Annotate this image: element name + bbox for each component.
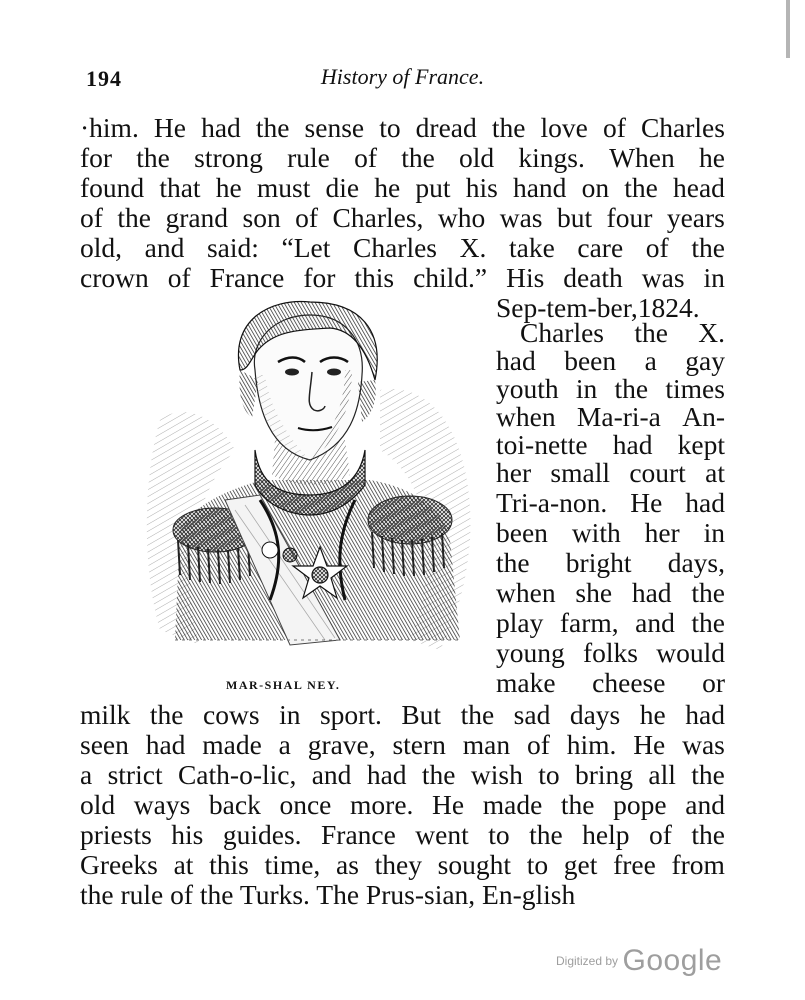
page-edge-mark — [786, 0, 790, 58]
text-line — [80, 730, 725, 760]
text-line — [496, 402, 725, 432]
word: the — [691, 607, 725, 638]
word: that — [159, 172, 201, 203]
word: care — [577, 232, 624, 263]
word: young — [496, 637, 565, 668]
text-line — [496, 346, 725, 376]
word: the — [496, 547, 530, 578]
word: as — [336, 849, 359, 880]
word: make — [496, 667, 556, 698]
digitized-watermark — [556, 944, 722, 978]
word: to — [526, 849, 549, 880]
word: when — [496, 577, 556, 608]
word: found — [80, 172, 145, 203]
page-number: 194 — [86, 66, 122, 91]
word: Charles, — [332, 202, 424, 233]
word: An- — [682, 401, 725, 432]
text-line — [496, 548, 725, 578]
word: farm, — [559, 607, 619, 638]
word: strict — [107, 759, 163, 790]
word: had — [685, 487, 725, 518]
word: at — [705, 457, 725, 488]
word: child.” — [413, 262, 488, 293]
word: a — [644, 345, 657, 376]
word: the — [634, 317, 668, 348]
word: youth — [496, 373, 559, 404]
word: old — [459, 142, 495, 173]
word: court — [629, 457, 686, 488]
word: the — [529, 819, 563, 850]
text-line — [80, 760, 725, 790]
word: had — [612, 429, 653, 460]
running-head: History of France. — [320, 64, 485, 89]
word: the — [149, 699, 184, 730]
text-line — [496, 638, 725, 668]
word: her — [496, 457, 532, 488]
word: at — [173, 849, 194, 880]
word: or — [702, 667, 725, 698]
word: He — [633, 729, 666, 760]
word: made — [202, 729, 262, 760]
word: when — [496, 401, 556, 432]
text-line — [496, 668, 725, 698]
text-line — [496, 608, 725, 638]
word: her — [644, 517, 680, 548]
text-line — [496, 430, 725, 460]
text-line — [496, 374, 725, 404]
word: this — [209, 849, 249, 880]
word: “Let — [281, 232, 331, 263]
text-line-last: the rule of the Turks. The Prus-sian, En-glish — [80, 879, 576, 910]
word: priests — [80, 819, 152, 850]
word: love — [540, 112, 588, 143]
text-line — [80, 233, 725, 263]
word: folks — [583, 637, 638, 668]
portrait-engraving — [140, 300, 485, 670]
word: His — [506, 262, 545, 293]
word: free — [613, 849, 656, 880]
word: death — [563, 262, 623, 293]
word: days — [569, 699, 621, 730]
word: He — [630, 487, 663, 518]
text-line — [80, 143, 725, 173]
word: of — [80, 202, 103, 233]
word: in — [703, 262, 725, 293]
word: sport. — [319, 699, 382, 730]
word: grand — [165, 202, 229, 233]
word: old, — [80, 232, 123, 263]
word: die — [325, 172, 360, 203]
word: the — [421, 759, 456, 790]
word: milk — [80, 699, 131, 730]
word: He — [153, 112, 186, 143]
word: had — [631, 577, 672, 608]
word: been — [496, 517, 548, 548]
word: dread — [415, 112, 477, 143]
word: sense — [304, 112, 365, 143]
word: toi-nette — [496, 429, 588, 460]
word: Charles — [520, 317, 605, 348]
word: sought — [437, 849, 511, 880]
word: his — [465, 172, 498, 203]
word: and — [311, 759, 352, 790]
word: and — [635, 607, 675, 638]
word: pope — [613, 789, 667, 820]
word: four — [606, 202, 653, 233]
word: the — [614, 373, 649, 404]
word: must — [256, 172, 311, 203]
watermark-prefix: Digitized by — [556, 954, 619, 968]
word: he — [639, 699, 666, 730]
word: the — [255, 112, 290, 143]
word: with — [571, 517, 621, 548]
text-line — [80, 263, 725, 293]
word: man — [462, 729, 511, 760]
word: cows — [203, 699, 260, 730]
word: time, — [264, 849, 321, 880]
word: she — [575, 577, 613, 608]
word: guides. — [222, 819, 302, 850]
text-line — [520, 318, 725, 348]
word: of — [602, 112, 626, 143]
word: the — [691, 232, 725, 263]
word: to — [538, 759, 560, 790]
word: France — [321, 819, 396, 850]
word: France — [209, 262, 285, 293]
word: on — [581, 172, 610, 203]
word: Charles — [352, 232, 437, 263]
word: old — [80, 789, 116, 820]
word: crown — [80, 262, 149, 293]
word: of — [526, 729, 550, 760]
word: was — [682, 729, 725, 760]
word: of — [354, 142, 377, 173]
word: Greeks — [80, 849, 158, 880]
word: made — [482, 789, 543, 820]
word: take — [508, 232, 555, 263]
word: the — [691, 819, 725, 850]
word: of — [645, 232, 669, 263]
word: play — [496, 607, 544, 638]
word: Ma-ri-a — [576, 401, 661, 432]
word: back — [208, 789, 261, 820]
word: had — [201, 112, 241, 143]
word: grave, — [307, 729, 376, 760]
word: who — [437, 202, 486, 233]
word: was — [499, 202, 543, 233]
word: the — [401, 142, 435, 173]
text-line — [80, 203, 725, 233]
word: and — [685, 789, 725, 820]
word: to — [379, 112, 401, 143]
word: kept — [677, 429, 725, 460]
word: ·him. — [80, 112, 139, 143]
word: Cath-o-lic, — [177, 759, 297, 790]
word: a — [80, 759, 93, 790]
word: but — [556, 202, 593, 233]
word: had — [145, 729, 186, 760]
word: he — [698, 142, 725, 173]
word: years — [666, 202, 725, 233]
word: the — [117, 202, 151, 233]
word: son — [242, 202, 281, 233]
word: times — [665, 373, 725, 404]
text-line — [496, 488, 725, 518]
word: Sep-tem-ber, — [496, 292, 638, 323]
word: Tri-a-non. — [496, 487, 608, 518]
word: for — [303, 262, 336, 293]
word: in — [575, 373, 598, 404]
word: said: — [206, 232, 259, 263]
word: the — [136, 142, 170, 173]
word: in — [279, 699, 301, 730]
word: gay — [685, 345, 725, 376]
word: help — [582, 819, 630, 850]
word: get — [563, 849, 598, 880]
word: the — [491, 112, 526, 143]
word: had — [366, 759, 407, 790]
word: from — [671, 849, 725, 880]
word: the — [560, 789, 595, 820]
word: all — [648, 759, 676, 790]
word: in — [703, 517, 725, 548]
word: to — [488, 819, 510, 850]
word: strong — [194, 142, 263, 173]
word: days, — [667, 547, 725, 578]
text-line — [80, 173, 725, 203]
word: of — [167, 262, 191, 293]
word: ways — [133, 789, 191, 820]
word: went — [415, 819, 469, 850]
word: hand — [512, 172, 567, 203]
word: 1824. — [637, 292, 700, 323]
word: had — [496, 345, 536, 376]
text-line — [80, 820, 725, 850]
watermark-brand-logo: Google — [622, 944, 723, 977]
word: bright — [565, 547, 632, 578]
word: bring — [574, 759, 634, 790]
word: cheese — [592, 667, 666, 698]
word: sad — [513, 699, 551, 730]
word: He — [432, 789, 465, 820]
word: kings. — [518, 142, 585, 173]
word: would — [656, 637, 725, 668]
word: put — [415, 172, 451, 203]
word: head — [672, 172, 725, 203]
word: he — [374, 172, 401, 203]
text-line — [496, 518, 725, 548]
text-line — [80, 700, 725, 730]
word: stern — [392, 729, 446, 760]
word: of — [295, 202, 319, 233]
word: the — [691, 759, 725, 790]
word: the — [691, 577, 725, 608]
word: for — [80, 142, 113, 173]
word: more. — [350, 789, 414, 820]
word: the — [624, 172, 658, 203]
word: once — [279, 789, 332, 820]
word: a — [278, 729, 291, 760]
word: this — [354, 262, 395, 293]
word: his — [171, 819, 204, 850]
text-line — [80, 850, 725, 880]
word: was — [641, 262, 685, 293]
word: rule — [287, 142, 330, 173]
word: seen — [80, 729, 129, 760]
word: the — [460, 699, 495, 730]
word: been — [564, 345, 617, 376]
text-line — [496, 458, 725, 488]
word: X. — [698, 317, 725, 348]
text-line — [496, 578, 725, 608]
word: he — [215, 172, 242, 203]
text-line — [80, 113, 725, 143]
word: of — [649, 819, 672, 850]
word: wish — [470, 759, 523, 790]
word: him. — [566, 729, 617, 760]
word: they — [374, 849, 422, 880]
figure-caption: MAR-SHAL NEY. — [226, 678, 341, 692]
word: small — [550, 457, 611, 488]
word: Charles — [640, 112, 725, 143]
word: X. — [459, 232, 487, 263]
word: When — [609, 142, 675, 173]
word: had — [685, 699, 725, 730]
text-line — [80, 790, 725, 820]
word: But — [401, 699, 442, 730]
word: and — [144, 232, 185, 263]
